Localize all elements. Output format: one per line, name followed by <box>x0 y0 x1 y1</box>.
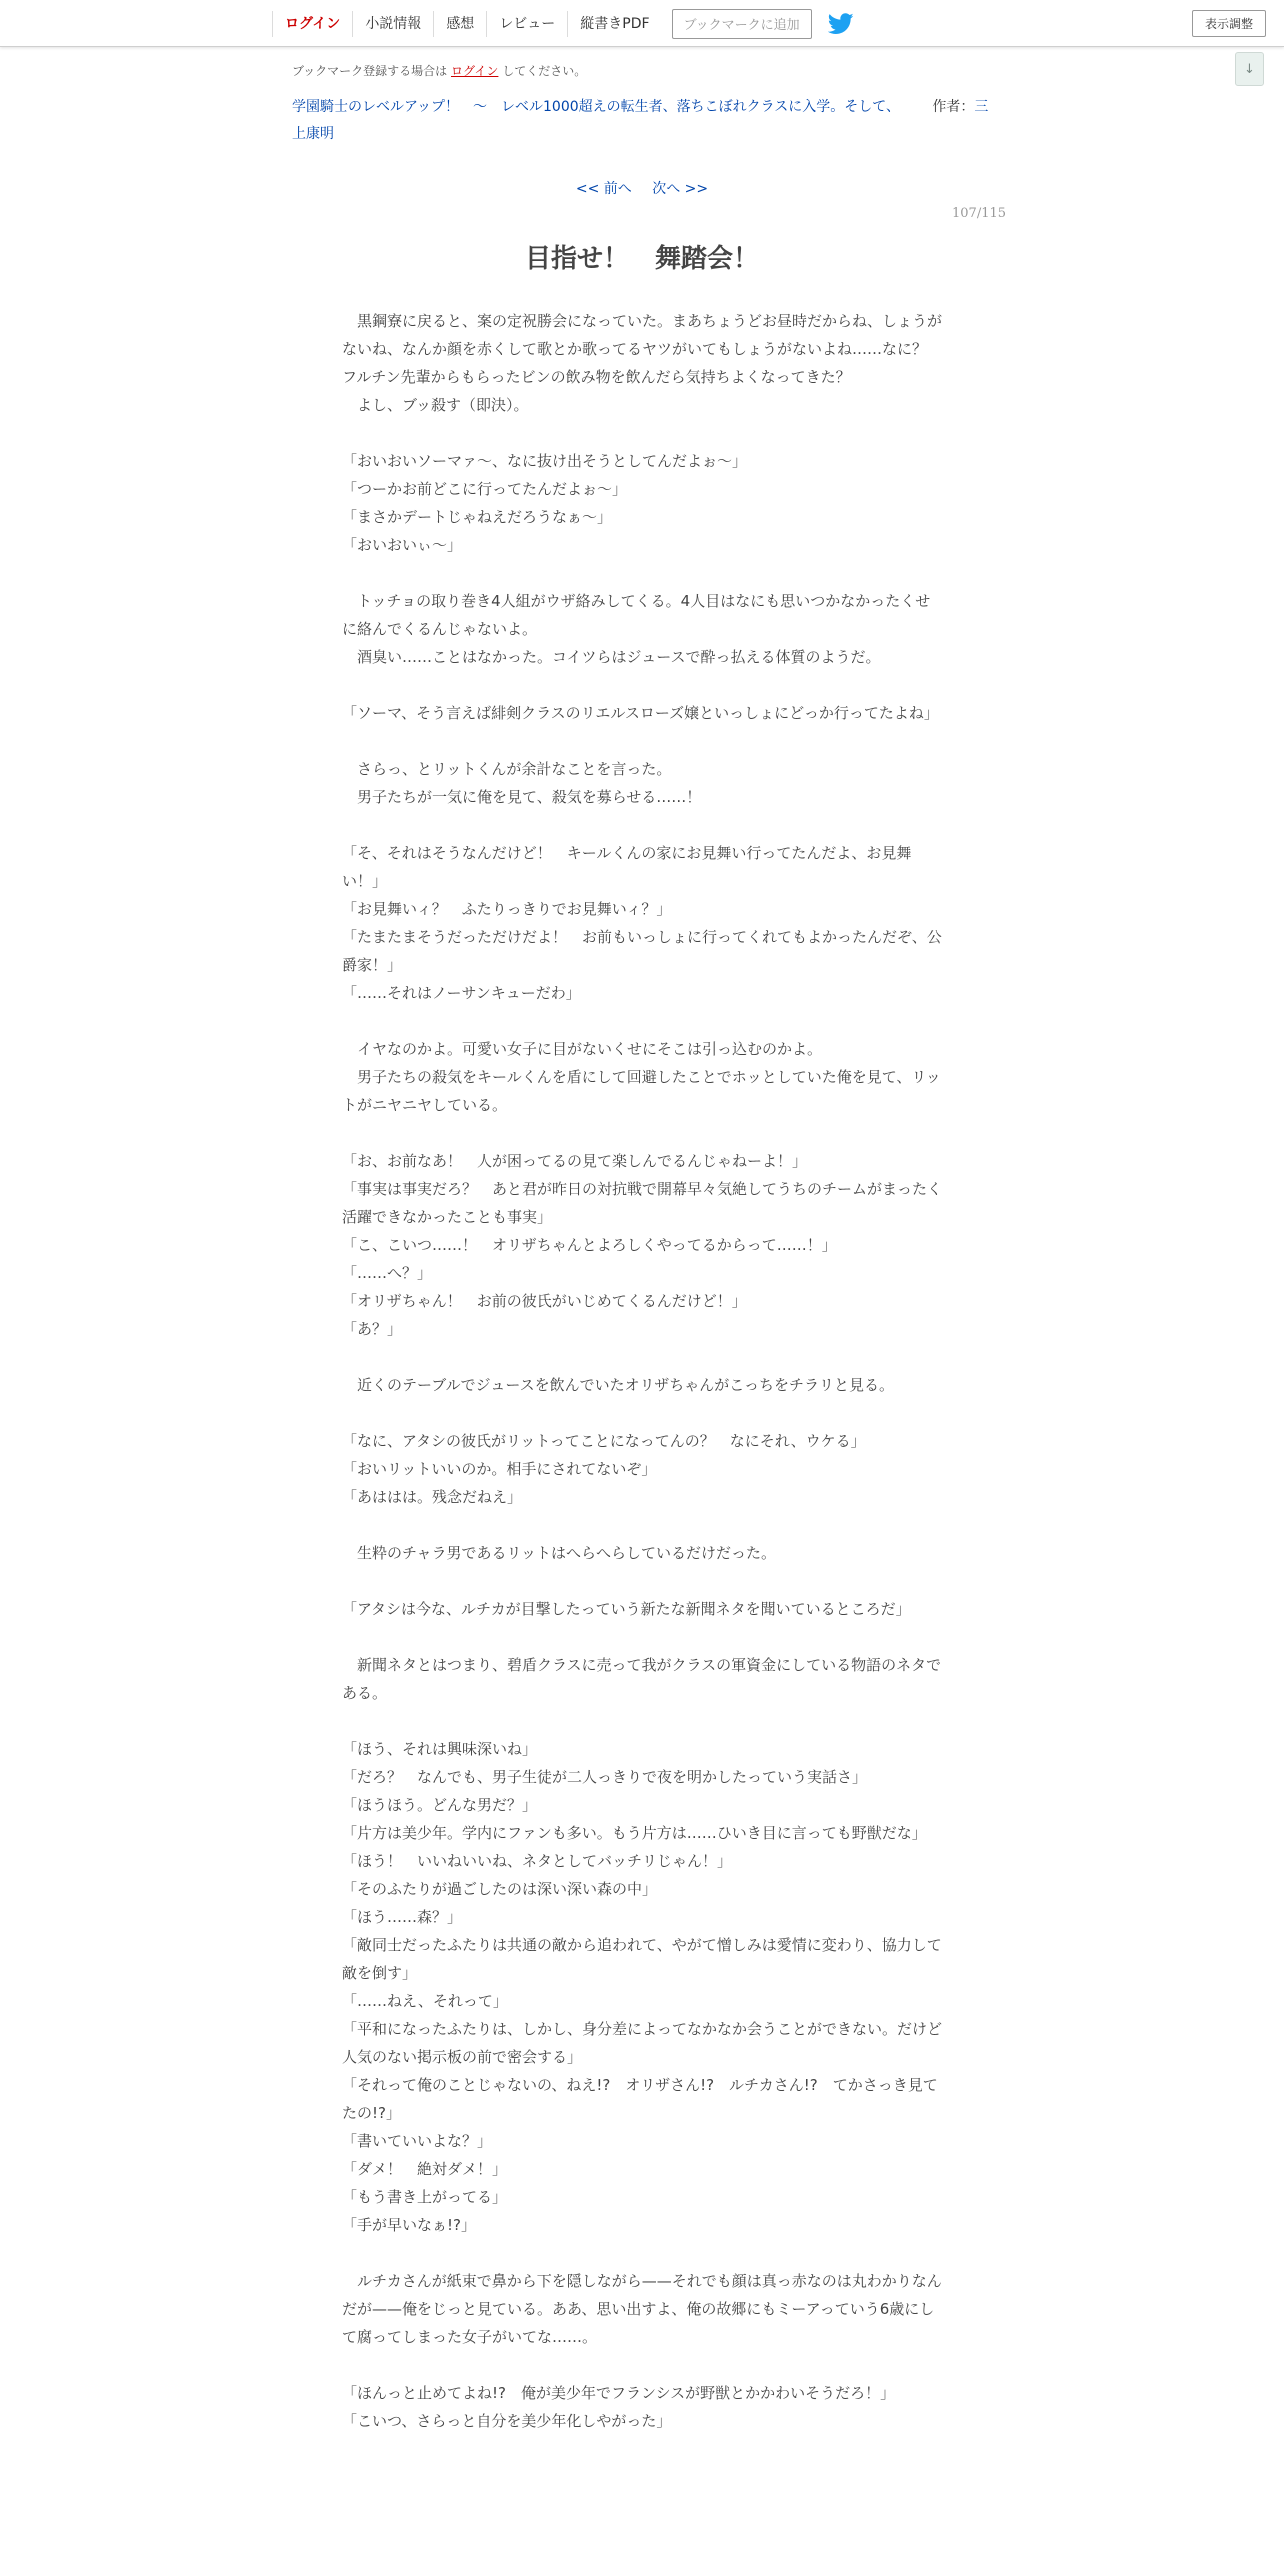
nav-review-link[interactable]: レビュー <box>486 11 567 37</box>
novel-paragraph: トッチョの取り巻き4人組がウザ絡みしてくる。4人目はなにも思いつかなかったくせに絡んでくるんじゃないよ。 <box>342 592 931 638</box>
novel-paragraph: 生粋のチャラ男であるリットはへらへらしているだけだった。 <box>342 1544 776 1562</box>
blank-line <box>342 1567 942 1595</box>
novel-paragraph: 「ダメ！ 絶対ダメ！」 <box>342 2160 508 2178</box>
novel-paragraph: 「ほう、それは興味深いね」 <box>342 1740 538 1758</box>
novel-paragraph: 「ほう！ いいねいいね、ネタとしてバッチリじゃん！」 <box>342 1852 733 1870</box>
nav-impressions-link[interactable]: 感想 <box>433 11 486 37</box>
series-title-link[interactable]: 学園騎士のレベルアップ！ 〜 レベル1000超えの転生者、落ちこぼれクラスに入学。そして、 <box>292 99 900 115</box>
novel-paragraph: 「ソーマ、そう言えば緋剣クラスのリエルスローズ嬢といっしょにどっか行ってたよね」 <box>342 704 939 722</box>
novel-paragraph: 「……それはノーサンキューだわ」 <box>342 984 581 1002</box>
novel-paragraph: 「平和になったふたりは、しかし、身分差によってなかなか会うことができない。だけど人気のない掲示板の前で密会する」 <box>342 2020 943 2066</box>
novel-paragraph: 「たまたまそうだっただけだよ！ お前もいっしょに行ってくれてもよかったんだぞ、公爵家！」 <box>342 928 942 974</box>
novel-paragraph: よし、ブッ殺す（即決）。 <box>342 396 529 414</box>
novel-paragraph: 「事実は事実だろ？ あと君が昨日の対抗戦で開幕早々気絶してうちのチームがまったく活躍できなかったことも事実」 <box>342 1180 943 1226</box>
novel-paragraph: 「ほんっと止めてよね!? 俺が美少年でフランシスが野獣とかかわいそうだろ！」 <box>342 2384 896 2402</box>
novel-paragraph: 「おいおいぃ〜」 <box>342 536 463 554</box>
novel-paragraph: ルチカさんが紙束で鼻から下を隠しながら——それでも顔は真っ赤なのは丸わかりなんだが——俺をじっと見ている。ああ、思い出すよ、俺の故郷にもミーアっていう6歳にして腐ってしまった女子がいてな……。 <box>342 2272 942 2346</box>
twitter-bird-icon[interactable] <box>828 13 854 35</box>
display-settings-button[interactable]: 表示調整 <box>1192 10 1266 37</box>
novel-paragraph: 「こいつ、さらっと自分を美少年化しやがった」 <box>342 2412 672 2430</box>
novel-paragraph: 「それって俺のことじゃないの、ねえ!? オリザさん!? ルチカさん!? てかさっき見てたの!?」 <box>342 2076 938 2122</box>
novel-paragraph: 男子たちの殺気をキールくんを盾にして回避したことでホッとしていた俺を見て、リットがニヤニヤしている。 <box>342 1068 941 1114</box>
bookmark-notice-login-link[interactable]: ログイン <box>451 64 499 78</box>
nav-novel-info-link[interactable]: 小説情報 <box>352 11 433 37</box>
page-number: 107/115 <box>952 206 1007 221</box>
novel-paragraph: 「ほうほう。どんな男だ？」 <box>342 1796 538 1814</box>
novel-paragraph: 近くのテーブルでジュースを飲んでいたオリザちゃんがこっちをチラリと見る。 <box>342 1376 895 1394</box>
bookmark-notice-text-after: してください。 <box>502 64 587 78</box>
novel-paragraph: 「敵同士だったふたりは共通の敵から追われて、やがて憎しみは愛情に変わり、協力して敵を倒す」 <box>342 1936 942 1982</box>
novel-paragraph: 「だろ？ なんでも、男子生徒が二人っきりで夜を明かしたっていう実話さ」 <box>342 1768 868 1786</box>
blank-line <box>342 1007 942 1035</box>
blank-line <box>342 1707 942 1735</box>
novel-paragraph: 「そのふたりが過ごしたのは深い深い森の中」 <box>342 1880 658 1898</box>
novel-paragraph: 「まさかデートじゃねえだろうなぁ〜」 <box>342 508 613 526</box>
novel-paragraph: 「あははは。残念だねえ」 <box>342 1488 523 1506</box>
blank-line <box>342 1399 942 1427</box>
blank-line <box>342 419 942 447</box>
previous-episode-link[interactable]: << 前へ <box>575 181 632 197</box>
nav-login-link[interactable]: ログイン <box>272 11 352 37</box>
novel-paragraph: 「なに、アタシの彼氏がリットってことになってんの？ なにそれ、ウケる」 <box>342 1432 866 1450</box>
top-navigation-bar <box>0 0 1284 47</box>
blank-line <box>342 559 942 587</box>
bookmark-login-notice <box>292 62 586 79</box>
blank-line <box>342 727 942 755</box>
novel-paragraph: 「……へ？」 <box>342 1264 433 1282</box>
novel-paragraph: 「もう書き上がってる」 <box>342 2188 508 2206</box>
novel-paragraph: 「こ、こいつ……！ オリザちゃんとよろしくやってるからって……！」 <box>342 1236 837 1254</box>
scroll-down-button[interactable]: ↓ <box>1235 52 1264 86</box>
novel-paragraph: 新聞ネタとはつまり、碧盾クラスに売って我がクラスの軍資金にしている物語のネタである。 <box>342 1656 942 1702</box>
blank-line <box>342 1511 942 1539</box>
novel-paragraph: 「そ、それはそうなんだけど！ キールくんの家にお見舞い行ってたんだよ、お見舞い！」 <box>342 844 912 890</box>
novel-paragraph: 「おいリットいいのか。相手にされてないぞ」 <box>342 1460 657 1478</box>
novel-paragraph: 黒鋼寮に戻ると、案の定祝勝会になっていた。まあちょうどお昼時だからね、しょうがないね、なんか顔を赤くして歌とか歌ってるヤツがいてもしょうがないよね……なに？ フルチン先輩からもらったビンの飲み物を飲んだら気持ちよくなってきた？ <box>342 312 943 386</box>
author-label: 作者： <box>932 99 975 115</box>
novel-paragraph: 「お見舞いィ？ ふたりっきりでお見舞いィ？」 <box>342 900 672 918</box>
novel-paragraph: 「あ？」 <box>342 1320 403 1338</box>
novel-paragraph: 「……ねえ、それって」 <box>342 1992 508 2010</box>
episode-pager <box>0 178 1284 198</box>
novel-paragraph: さらっ、とリットくんが余計なことを言った。 <box>342 760 672 778</box>
novel-paragraph: 「片方は美少年。学内にファンも多い。もう片方は……ひいき目に言っても野獣だな」 <box>342 1824 927 1842</box>
novel-paragraph: 「ほう……森？」 <box>342 1908 463 1926</box>
novel-paragraph: イヤなのかよ。可愛い女子に目がないくせにそこは引っ込むのかよ。 <box>342 1040 823 1058</box>
blank-line <box>342 2239 942 2267</box>
next-episode-link[interactable]: 次へ >> <box>652 181 709 197</box>
novel-body-text <box>342 307 942 2435</box>
blank-line <box>342 2351 942 2379</box>
novel-paragraph: 「オリザちゃん！ お前の彼氏がいじめてくるんだけど！」 <box>342 1292 747 1310</box>
nav-menu <box>272 0 854 47</box>
nav-vertical-pdf-link[interactable]: 縦書きPDF <box>567 11 661 37</box>
blank-line <box>342 1623 942 1651</box>
novel-paragraph: 酒臭い……ことはなかった。コイツらはジュースで酔っ払える体質のようだ。 <box>342 648 881 666</box>
novel-paragraph: 「書いていいよな？」 <box>342 2132 493 2150</box>
chapter-title: 目指せ！ 舞踏会！ <box>524 244 759 274</box>
novel-paragraph: 「お、お前なあ！ 人が困ってるの見て楽しんでるんじゃねーよ！」 <box>342 1152 808 1170</box>
blank-line <box>342 1343 942 1371</box>
blank-line <box>342 671 942 699</box>
novel-paragraph: 「つーかお前どこに行ってたんだよぉ〜」 <box>342 480 628 498</box>
novel-paragraph: 「おいおいソーマァ〜、なに抜け出そうとしてんだよぉ〜」 <box>342 452 748 470</box>
series-header <box>292 94 998 148</box>
blank-line <box>342 1119 942 1147</box>
author-link[interactable]: 三上康明 <box>292 99 989 142</box>
novel-paragraph: 「アタシは今な、ルチカが目撃したっていう新たな新聞ネタを聞いているところだ」 <box>342 1600 911 1618</box>
novel-paragraph: 男子たちが一気に俺を見て、殺気を募らせる……！ <box>342 788 702 806</box>
bookmark-notice-text-before: ブックマーク登録する場合は <box>292 64 448 78</box>
add-bookmark-button[interactable]: ブックマークに追加 <box>672 9 812 39</box>
novel-paragraph: 「手が早いなぁ!?」 <box>342 2216 476 2234</box>
blank-line <box>342 811 942 839</box>
